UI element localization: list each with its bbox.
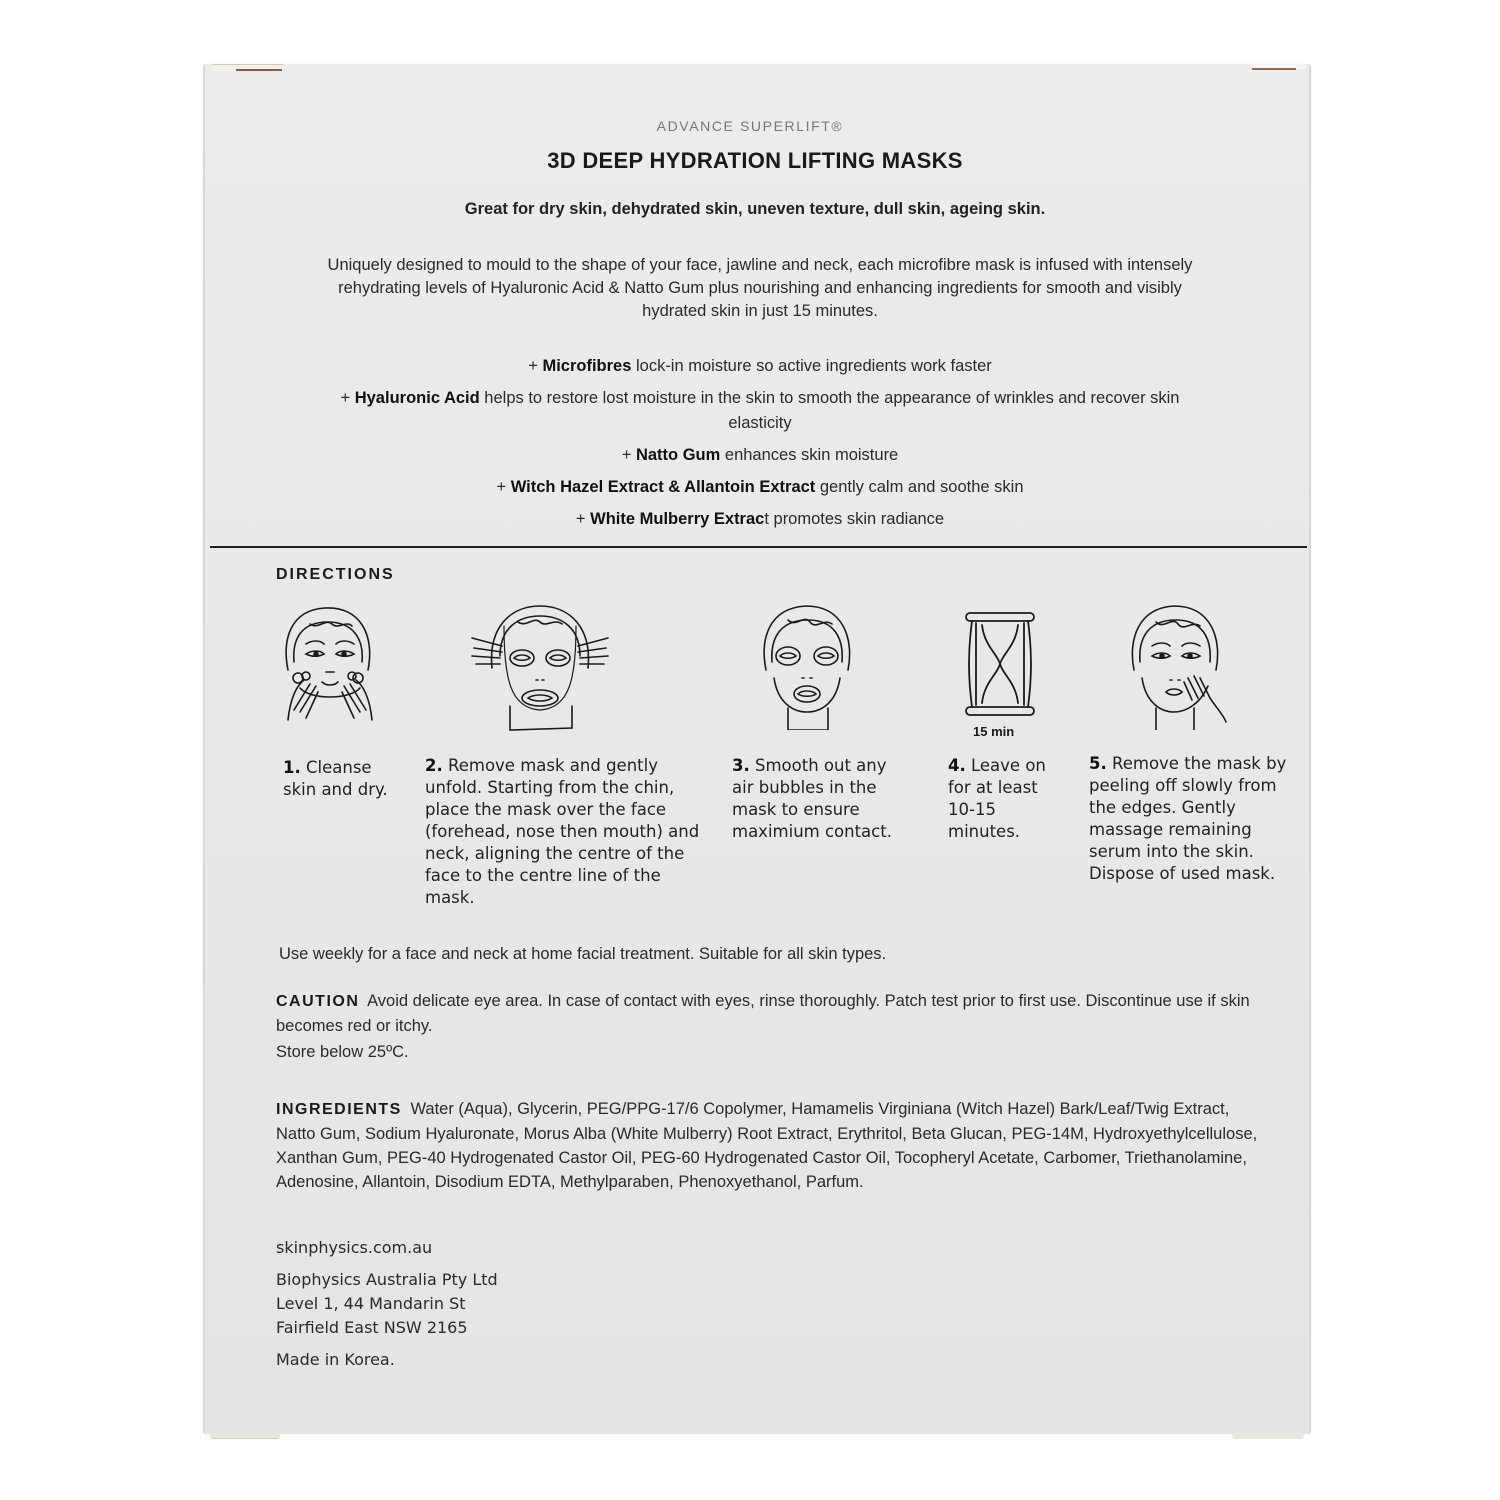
brand-line: ADVANCE SUPERLIFT® — [656, 118, 844, 134]
direction-step-4: 4. Leave on for at least 10-15 minutes. — [948, 756, 1046, 841]
product-title: 3D DEEP HYDRATION LIFTING MASKS — [547, 148, 963, 173]
country-of-origin: Made in Korea. — [276, 1350, 395, 1369]
company-name: Biophysics Australia Pty Ltd — [276, 1270, 498, 1289]
section-divider — [210, 546, 1307, 548]
benefit-item: + Natto Gum enhances skin moisture — [621, 446, 899, 464]
face-massage-icon — [1128, 600, 1228, 730]
box-flap-top-right — [1252, 64, 1306, 69]
contact-block — [276, 1236, 498, 1372]
ingredients-text: Water (Aqua), Glycerin, PEG/PPG-17/6 Copolymer, Hamamelis Virginiana (Witch Hazel) Bark/Leaf/Twig Extract, Natto Gum, Sodium Hyaluronate, Morus Alba (White Mulberry) Root Extract, Erythritol, Beta Glucan, PEG-14M, Hydroxyethylcellulose, Xanthan Gum, PEG-40 Hydrogenated Castor Oil, PEG-60 Hydrogenated Castor Oil, Tocopheryl Acetate, Carbomer, Triethanolamine, Adenosine, Allantoin, Disodium EDTA, Methylparaben, Phenoxyethanol, Parfum. — [276, 1100, 1258, 1191]
storage-note: Store below 25ºC. — [276, 1043, 409, 1061]
face-cleansing-icon — [280, 600, 380, 730]
timer-label: 15 min — [973, 724, 1015, 739]
benefits-list — [300, 354, 1220, 539]
box-flap-bottom-left — [210, 1433, 280, 1439]
address-line-2: Fairfield East NSW 2165 — [276, 1318, 468, 1337]
benefit-item: + Microfibres lock-in moisture so active ingredients work faster — [528, 357, 992, 375]
caution-text: Avoid delicate eye area. In case of contact with eyes, rinse thoroughly. Patch test prior to first use. Discontinue use if skin becomes red or itchy. — [276, 992, 1250, 1035]
face-with-mask-icon — [758, 600, 858, 730]
direction-step-1: 1. Cleanse skin and dry. — [283, 758, 388, 799]
caution-heading: CAUTION — [276, 993, 360, 1010]
product-intro: Uniquely designed to mould to the shape of your face, jawline and neck, each microfibre mask is infused with intensely rehydrating levels of Hyaluronic Acid & Natto Gum plus nourishing and enhancing ingredients for smooth and visibly hydrated skin in just 15 minutes. — [327, 256, 1193, 320]
product-subtitle: Great for dry skin, dehydrated skin, uneven texture, dull skin, ageing skin. — [464, 200, 1046, 218]
hourglass-icon — [964, 611, 1036, 717]
ingredients-heading: INGREDIENTS — [276, 1101, 402, 1118]
directions-heading: DIRECTIONS — [276, 566, 395, 583]
box-flap-bottom-right — [1232, 1433, 1304, 1439]
direction-step-3: 3. Smooth out any air bubbles in the mask to ensure maximium contact. — [732, 756, 892, 841]
face-applying-mask-icon — [470, 598, 610, 738]
benefit-item: + Hyaluronic Acid helps to restore lost moisture in the skin to smooth the appearance of wrinkles and recover skin elasticity — [340, 389, 1180, 432]
benefit-item: + Witch Hazel Extract & Allantoin Extract gently calm and soothe skin — [496, 478, 1024, 496]
website-link[interactable]: skinphysics.com.au — [276, 1238, 433, 1257]
benefit-item: + White Mulberry Extract promotes skin radiance — [575, 510, 945, 528]
usage-note: Use weekly for a face and neck at home facial treatment. Suitable for all skin types. — [279, 945, 887, 963]
caution-block — [276, 989, 1266, 1038]
direction-step-5: 5. Remove the mask by peeling off slowly from the edges. Gently massage remaining serum into the skin. Dispose of used mask. — [1089, 754, 1287, 883]
ingredients-block — [276, 1097, 1266, 1194]
box-flap-top-left — [212, 64, 284, 71]
direction-step-2: 2. Remove mask and gently unfold. Starting from the chin, place the mask over the face (forehead, nose then mouth) and neck, aligning the centre of the face to the centre line of the mask. — [425, 756, 700, 907]
address-line-1: Level 1, 44 Mandarin St — [276, 1294, 466, 1313]
